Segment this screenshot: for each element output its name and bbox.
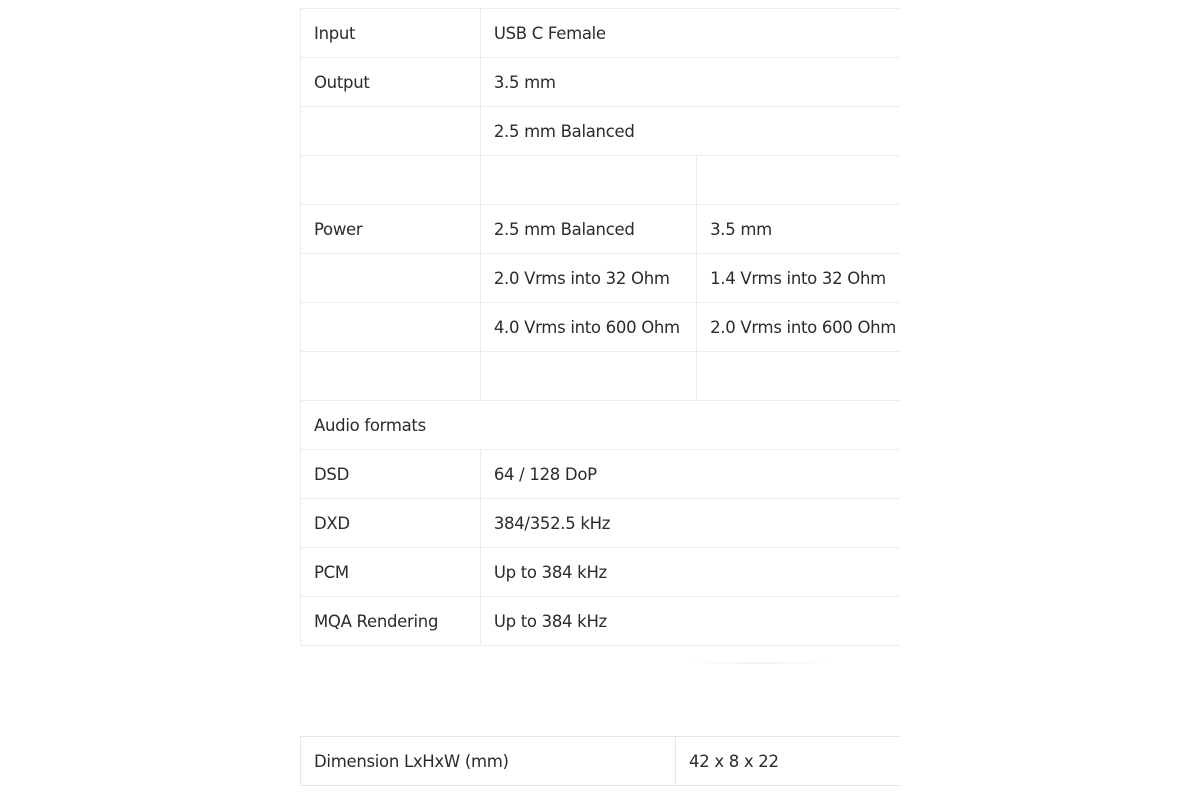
row-label bbox=[301, 303, 481, 352]
row-label: PCM bbox=[301, 548, 481, 597]
table-row-input bbox=[301, 9, 901, 58]
table-row-dimension bbox=[301, 737, 901, 786]
row-value-b: 3.5 mm bbox=[697, 205, 900, 254]
table-row-output bbox=[301, 58, 901, 107]
row-label bbox=[301, 254, 481, 303]
row-label: Power bbox=[301, 205, 481, 254]
row-value: 2.5 mm Balanced bbox=[480, 107, 900, 156]
row-value-b: 1.4 Vrms into 32 Ohm bbox=[697, 254, 900, 303]
row-value: Up to 384 kHz bbox=[480, 548, 900, 597]
row-label bbox=[301, 352, 481, 401]
section-heading: Audio formats bbox=[301, 401, 901, 450]
table-row-spacer bbox=[301, 352, 901, 401]
row-value-a bbox=[480, 156, 696, 205]
row-value: USB C Female bbox=[480, 9, 900, 58]
row-value-b: 2.0 Vrms into 600 Ohm bbox=[697, 303, 900, 352]
table-row-dsd bbox=[301, 450, 901, 499]
row-value: 384/352.5 kHz bbox=[480, 499, 900, 548]
row-value: 3.5 mm bbox=[480, 58, 900, 107]
row-value-b bbox=[697, 352, 900, 401]
table-row-audio-formats bbox=[301, 401, 901, 450]
table-row-spacer bbox=[301, 156, 901, 205]
row-label: Input bbox=[301, 9, 481, 58]
table-row-output-2 bbox=[301, 107, 901, 156]
row-value-a: 2.5 mm Balanced bbox=[480, 205, 696, 254]
row-value: 64 / 128 DoP bbox=[480, 450, 900, 499]
row-value-b bbox=[697, 156, 900, 205]
row-label: DXD bbox=[301, 499, 481, 548]
row-value-a: 4.0 Vrms into 600 Ohm bbox=[480, 303, 696, 352]
row-value-a: 2.0 Vrms into 32 Ohm bbox=[480, 254, 696, 303]
table-row-dxd bbox=[301, 499, 901, 548]
specifications-table bbox=[300, 8, 900, 646]
row-value: 42 x 8 x 22 bbox=[676, 737, 901, 786]
row-value-a bbox=[480, 352, 696, 401]
row-label bbox=[301, 156, 481, 205]
row-label: MQA Rendering bbox=[301, 597, 481, 646]
dimension-table bbox=[300, 736, 900, 786]
row-label bbox=[301, 107, 481, 156]
table-row-mqa bbox=[301, 597, 901, 646]
table-row-power-600 bbox=[301, 303, 901, 352]
divider bbox=[685, 662, 835, 664]
row-label: DSD bbox=[301, 450, 481, 499]
row-label: Output bbox=[301, 58, 481, 107]
table-row-pcm bbox=[301, 548, 901, 597]
table-row-power bbox=[301, 205, 901, 254]
table-row-power-32 bbox=[301, 254, 901, 303]
row-value: Up to 384 kHz bbox=[480, 597, 900, 646]
row-label: Dimension LxHxW (mm) bbox=[301, 737, 676, 786]
